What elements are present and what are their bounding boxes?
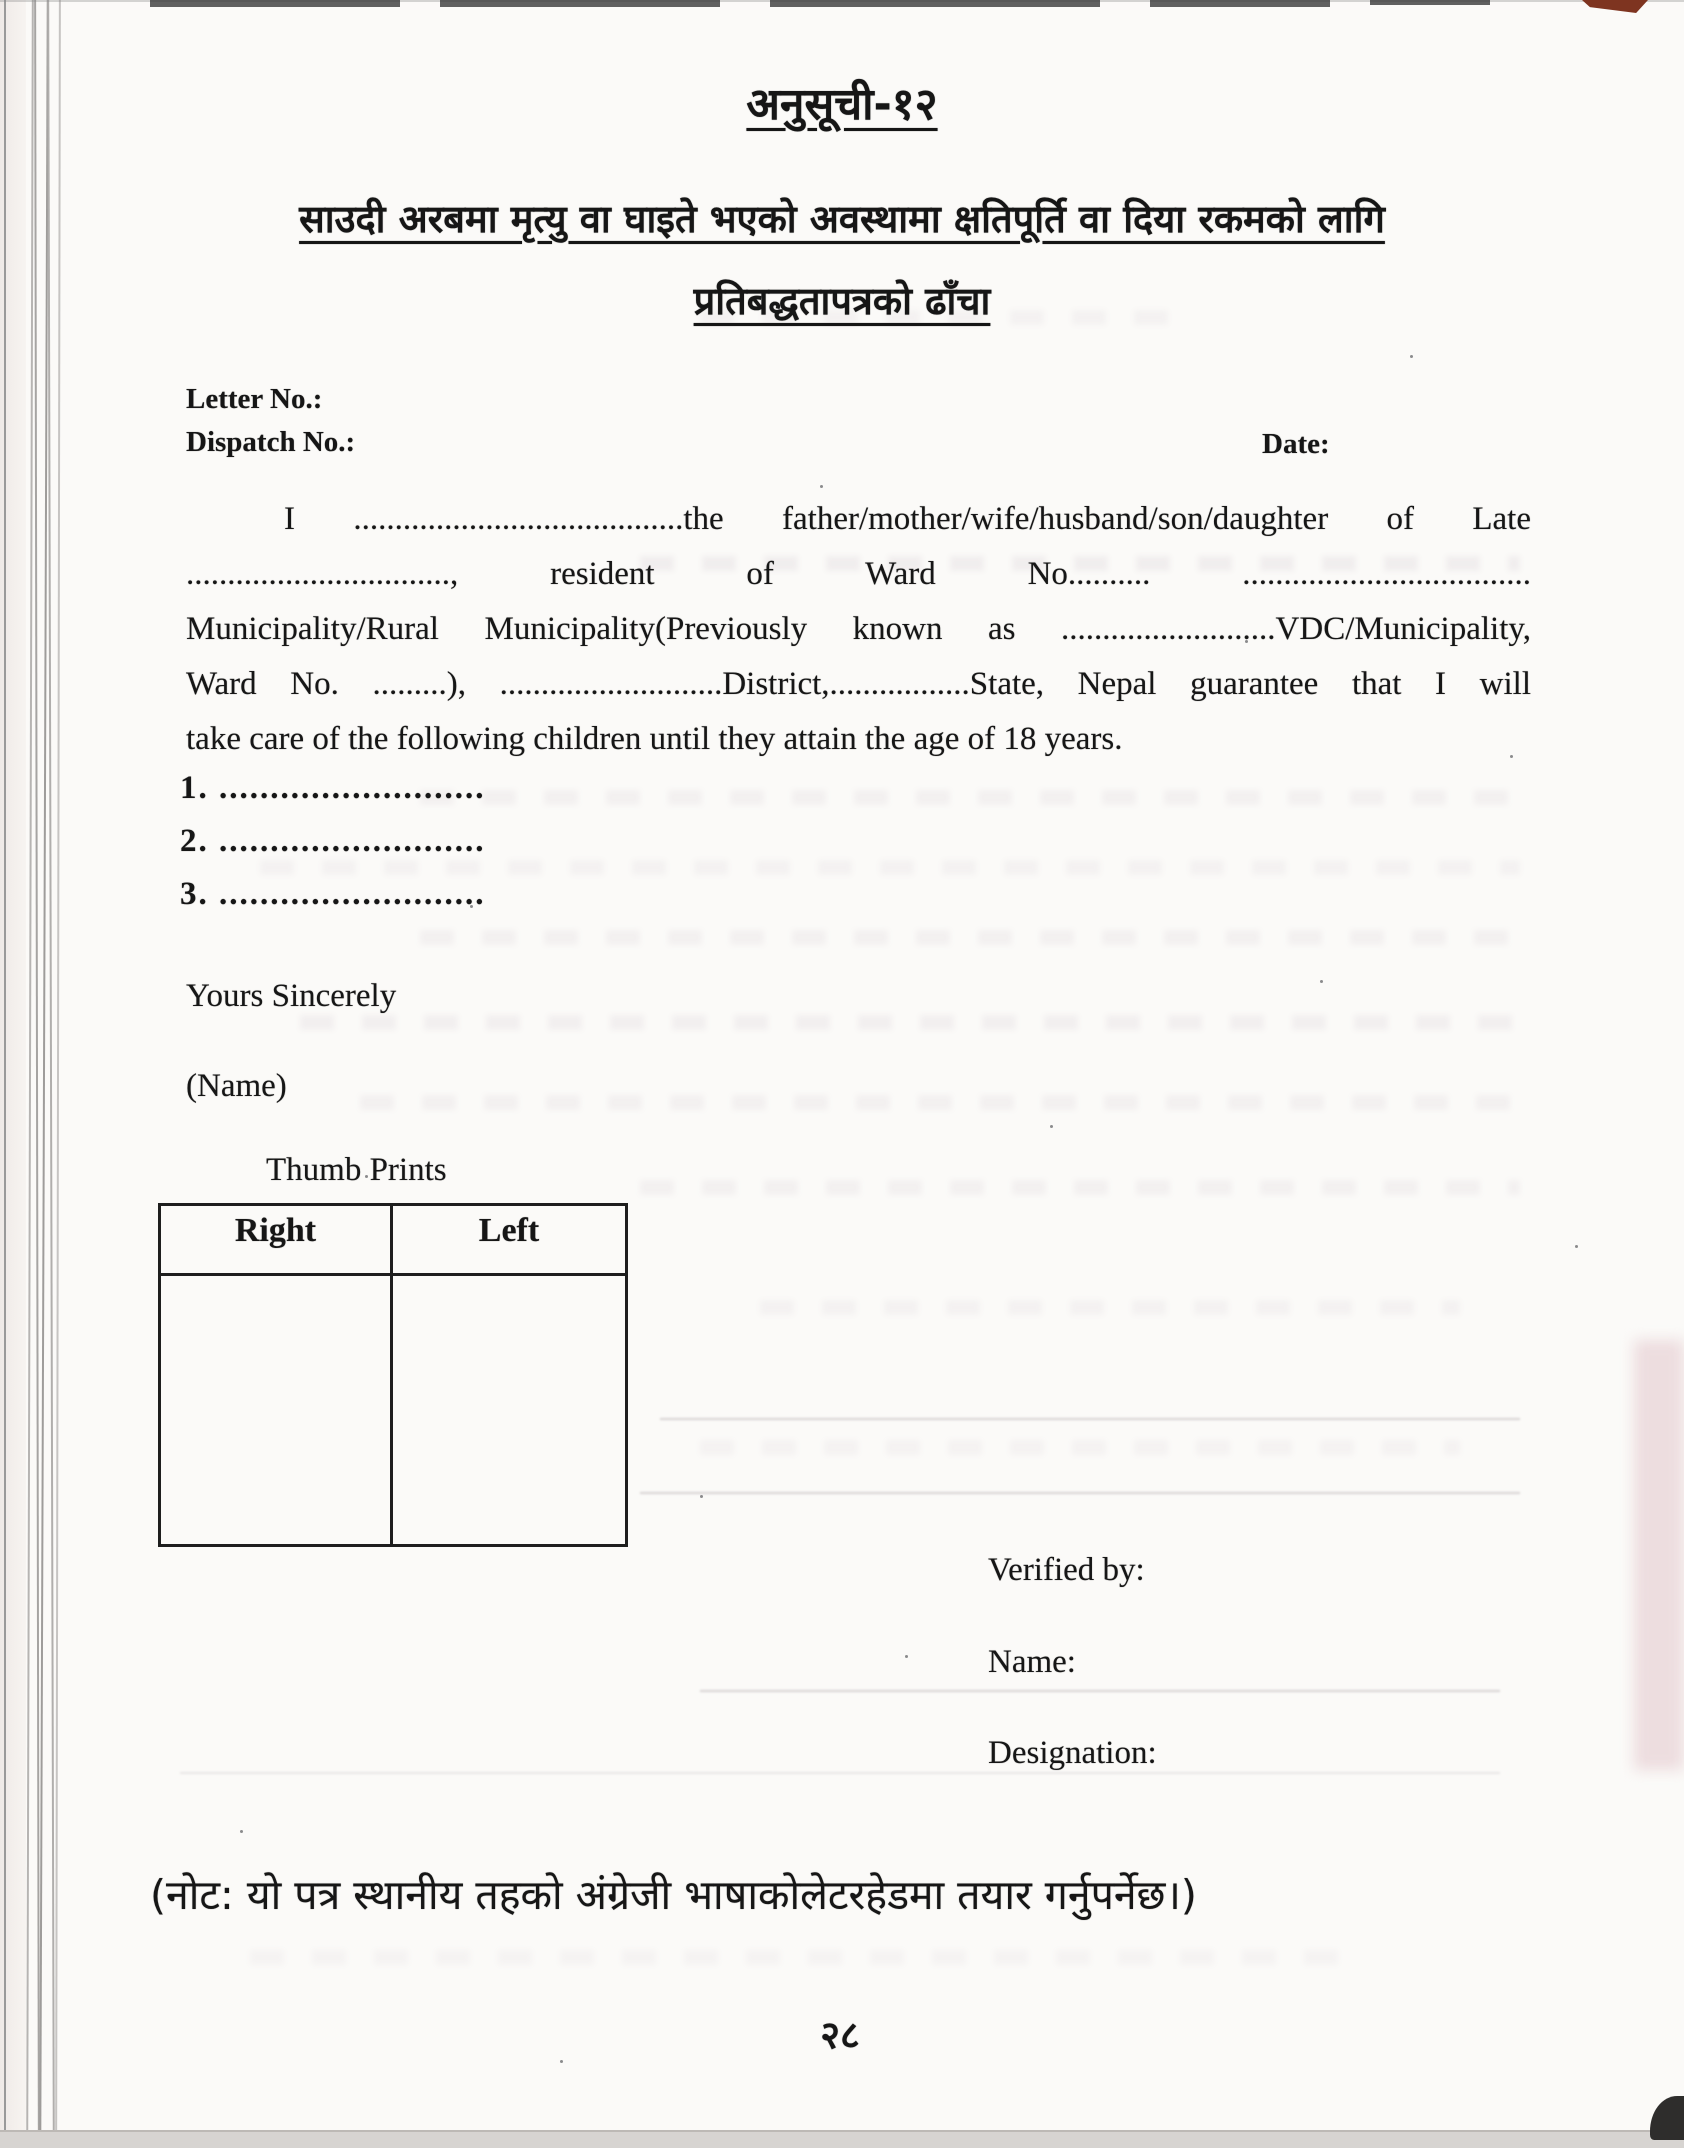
paragraph-line: Municipality/Rural Municipality(Previously known as ..........................VDC/Municipality, (186, 611, 1531, 647)
scan-speck (905, 1655, 908, 1658)
bleed-through-rule (180, 1772, 1500, 1774)
book-page-edge-line (34, 0, 40, 2148)
scan-speck (560, 2060, 563, 2063)
child-blank-line: 3. .......................... (180, 876, 486, 912)
bleed-through-smudge (300, 1015, 1520, 1030)
right-edge-tint (1634, 1340, 1684, 1770)
thumb-table-header-right: Right (161, 1206, 393, 1276)
verified-by-label: Verified by: (988, 1552, 1145, 1588)
bleed-through-rule (700, 1690, 1500, 1692)
bleed-through-smudge (360, 1095, 1520, 1110)
date-label: Date: (1262, 428, 1330, 460)
bleed-through-smudge (760, 1300, 1460, 1315)
thumb-prints-label: Thumb Prints (266, 1152, 447, 1188)
top-edge-print-bleed (440, 0, 720, 7)
bleed-through-smudge (420, 790, 1520, 805)
footnote: (नोट: यो पत्र स्थानीय तहको अंग्रेजी भाषाकोलेटरहेडमा तयार गर्नुपर्नेछ।) (150, 1871, 1197, 1919)
dispatch-no-label: Dispatch No.: (186, 426, 356, 458)
annex-title: अनुसूची-१२ (746, 79, 938, 130)
thumb-table-header-left: Left (393, 1206, 625, 1276)
guarantee-paragraph (186, 492, 1531, 767)
children-list (180, 762, 486, 921)
thumb-prints-table (158, 1203, 628, 1547)
scan-speck (820, 485, 823, 488)
scan-speck (1410, 355, 1413, 358)
paragraph-line: Ward No. .........), ...........................District,.................State, Nepal guarantee that I will (186, 666, 1531, 702)
paragraph-line: I ........................................the father/mother/wife/husband/son/daughter of Late (284, 501, 1531, 537)
bleed-through-smudge (420, 930, 1520, 945)
child-blank-line: 2. .......................... (180, 823, 486, 859)
page-number: २८ (820, 2013, 860, 2057)
scan-speck (240, 1830, 243, 1833)
scan-speck (700, 1495, 703, 1498)
bleed-through-rule (640, 1492, 1520, 1494)
book-page-edge-line (4, 0, 6, 2148)
closing-salutation: Yours Sincerely (186, 978, 397, 1014)
book-page-edge-line (26, 0, 34, 2148)
scan-speck (1050, 1125, 1053, 1128)
top-right-corner-mark (1582, 0, 1648, 13)
letter-no-label: Letter No.: (186, 383, 323, 415)
thumb-table-cell-right (161, 1276, 393, 1544)
bleed-through-rule (660, 1418, 1520, 1420)
form-subtitle-line1: साउदी अरबमा मृत्यु वा घाइते भएको अवस्थामा क्षतिपूर्ति वा दिया रकमको लागि (299, 197, 1385, 241)
top-edge-print-bleed (150, 0, 400, 7)
thumb-table-cell-left (393, 1276, 625, 1544)
bleed-through-smudge (640, 1180, 1520, 1195)
top-edge-print-bleed (1370, 0, 1490, 5)
paragraph-line: take care of the following children until they attain the age of 18 years. (186, 721, 1123, 757)
bleed-through-smudge (250, 1950, 1350, 1965)
bottom-edge-band (0, 2130, 1684, 2148)
child-blank-line: 1. .......................... (180, 770, 486, 806)
book-page-edge-line (47, 0, 55, 2148)
form-subtitle-line2: प्रतिबद्धतापत्रको ढाँचा (693, 279, 991, 323)
scan-speck (1575, 1245, 1578, 1248)
scan-speck (1320, 980, 1323, 983)
paragraph-line: ................................, resident of Ward No.......... ................................... (186, 556, 1531, 592)
bleed-through-smudge (700, 1440, 1460, 1455)
bottom-right-corner-shadow (1650, 2096, 1684, 2140)
top-edge-print-bleed (1150, 0, 1330, 7)
verifier-designation-label: Designation: (988, 1735, 1157, 1771)
verifier-name-label: Name: (988, 1644, 1076, 1680)
signer-name-placeholder: (Name) (186, 1068, 287, 1104)
book-page-edge-line (55, 0, 61, 2148)
top-edge-print-bleed (770, 0, 1100, 7)
